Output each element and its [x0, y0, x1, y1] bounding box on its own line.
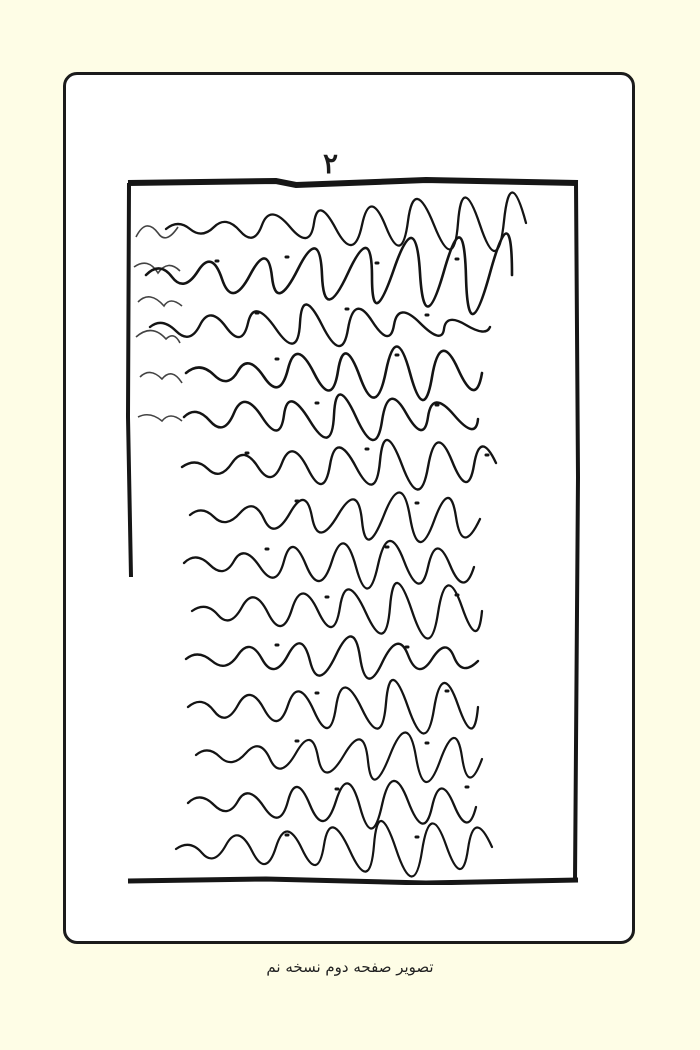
figure-caption: تصویر صفحه دوم نسخه نم [266, 958, 434, 976]
manuscript-page-image [126, 177, 580, 885]
handwritten-text [146, 192, 526, 876]
page-number: ٢ [323, 147, 339, 180]
document-frame [63, 72, 635, 944]
manuscript-border [128, 180, 578, 883]
